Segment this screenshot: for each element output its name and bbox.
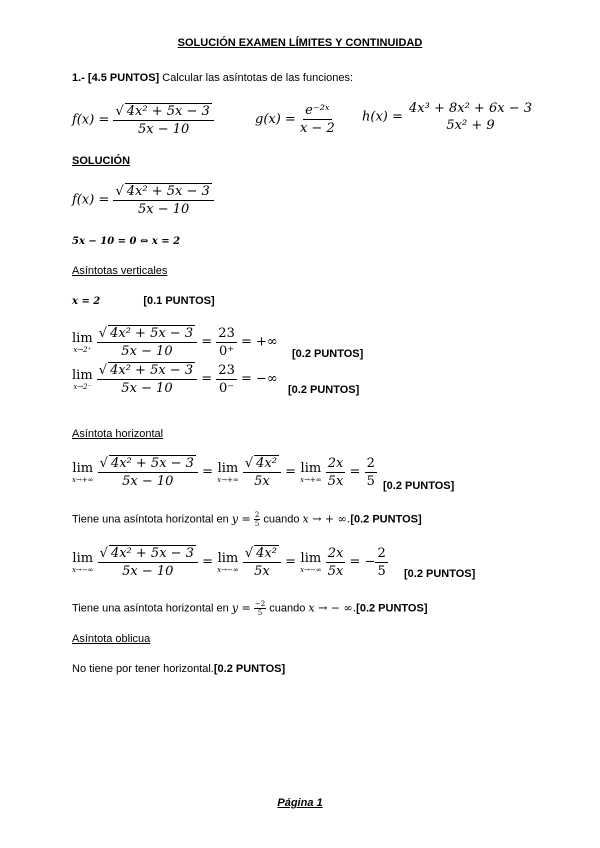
limit-result: = +∞ (240, 334, 278, 350)
equals-sign: = (201, 371, 213, 387)
limit-reduced-denominator: 5x (327, 563, 344, 579)
limit-numerator: 4x² + 5x − 3 (110, 363, 194, 378)
function-h-denominator: 5x² + 9 (446, 118, 495, 133)
function-g-definition (255, 103, 335, 136)
limit-mid-numerator: 4x² (256, 546, 277, 561)
limit-result: = −∞ (240, 371, 278, 387)
limit-mid-denominator: 5x (254, 474, 270, 489)
page-title: SOLUCIÓN EXAMEN LÍMITES Y CONTINUIDAD (177, 37, 423, 49)
statement-text: cuando (263, 513, 300, 526)
limit-value-numerator: 23 (218, 362, 235, 378)
sqrt-symbol: √ (99, 546, 108, 561)
equals-sign: = (285, 464, 296, 480)
statement-x: x → + ∞. (302, 512, 351, 526)
limit-reduced-numerator: 2x (327, 455, 344, 471)
limit-result-numerator: 2 (377, 545, 386, 561)
sqrt-symbol: √ (244, 546, 254, 561)
limit-minus-infinity-points: [0.2 PUNTOS] (404, 568, 476, 580)
lim-word: lim (72, 330, 93, 346)
limit-result-denominator: 5 (377, 563, 386, 579)
limit-subscript: x→+∞ (72, 475, 94, 484)
lim-word: lim (217, 550, 239, 566)
solution-heading: SOLUCIÓN (72, 155, 131, 167)
function-f-numerator: 4x² + 5x − 3 (126, 104, 210, 119)
statement-text: cuando (269, 602, 306, 615)
lim-word: lim (217, 460, 239, 476)
solution-f-definition (72, 183, 214, 217)
limit-numerator: 4x² + 5x − 3 (110, 456, 194, 471)
limit-left-2-points: [0.2 PUNTOS] (288, 384, 360, 396)
function-h-definition (362, 101, 534, 133)
negative-sign: − (364, 554, 376, 570)
statement-y-denominator: 5 (254, 520, 260, 528)
limit-subscript: x→−∞ (72, 565, 94, 574)
limit-denominator: 5x − 10 (122, 564, 174, 579)
sqrt-symbol: √ (115, 184, 124, 199)
function-f-denominator: 5x − 10 (137, 122, 190, 137)
lim-word: lim (72, 460, 94, 476)
sqrt-symbol: √ (99, 456, 108, 471)
lim-word: lim (72, 550, 94, 566)
statement-points: [0.2 PUNTOS] (356, 602, 428, 615)
lim-word: lim (300, 460, 322, 476)
limit-value-numerator: 23 (218, 325, 235, 341)
question-1 (72, 72, 353, 84)
function-h-numerator: 4x³ + 8x² + 6x − 3 (409, 101, 532, 116)
equals-sign: = (202, 464, 214, 480)
function-g-denominator: x − 2 (299, 121, 335, 136)
limit-minus-infinity (72, 545, 388, 579)
function-g-lhs: g(x) = (255, 112, 296, 127)
question-points: [4.5 PUNTOS] (87, 72, 160, 84)
horizontal-statement-positive (72, 511, 422, 528)
statement-x: x → − ∞. (308, 601, 357, 615)
limit-denominator: 5x − 10 (121, 344, 173, 359)
limit-numerator: 4x² + 5x − 3 (110, 326, 194, 341)
oblique-text: No tiene por tener horizontal. (72, 663, 214, 675)
limit-reduced-numerator: 2x (327, 545, 344, 561)
function-g-numerator: e⁻²ˣ (305, 103, 330, 118)
function-h-lhs: h(x) = (362, 109, 403, 125)
vertical-asymptote-value (72, 295, 215, 307)
oblique-points: [0.2 PUNTOS] (213, 663, 286, 675)
sqrt-symbol: √ (98, 363, 108, 378)
limit-left-2 (72, 362, 278, 396)
limit-plus-infinity (72, 455, 377, 489)
limit-result-numerator: 2 (366, 455, 375, 471)
sqrt-symbol: √ (98, 326, 108, 341)
limit-numerator: 4x² + 5x − 3 (110, 546, 194, 561)
limit-denominator: 5x − 10 (121, 381, 173, 396)
function-f-definition (72, 103, 214, 137)
lim-word: lim (300, 550, 322, 566)
function-f-lhs: f(x) = (72, 112, 110, 128)
limit-subscript: x→2⁻ (73, 382, 92, 391)
statement-text: Tiene una asíntota horizontal en (72, 513, 229, 526)
limit-plus-infinity-points: [0.2 PUNTOS] (383, 480, 455, 492)
question-prompt: Calcular las asíntotas de las funciones: (162, 72, 354, 84)
limit-reduced-denominator: 5x (327, 473, 344, 489)
equals-sign: = (201, 334, 213, 350)
vertical-x-points: [0.1 PUNTOS] (143, 295, 215, 307)
statement-text: Tiene una asíntota horizontal en (72, 602, 229, 615)
vertical-asymptotes-heading: Asíntotas verticales (72, 265, 168, 277)
sqrt-symbol: √ (244, 456, 254, 471)
limit-subscript: x→−∞ (300, 565, 322, 574)
limit-subscript: x→2⁺ (73, 345, 92, 354)
limit-mid-numerator: 4x² (256, 456, 277, 471)
denominator-equation: 5x − 10 = 0 ⇔ x = 2 (72, 236, 181, 247)
lim-word: lim (72, 367, 93, 383)
limit-right-2 (72, 325, 278, 359)
statement-y: y = (231, 601, 251, 615)
oblique-statement (72, 663, 285, 675)
statement-y: y = (231, 512, 251, 526)
equals-sign: = (349, 464, 361, 480)
limit-result-denominator: 5 (366, 473, 375, 489)
limit-mid-denominator: 5x (254, 564, 270, 579)
limit-subscript: x→+∞ (217, 475, 239, 484)
limit-value-denominator: 0⁻ (219, 380, 235, 396)
equals-sign: = (202, 554, 214, 570)
statement-y-numerator: 2 (254, 511, 260, 519)
horizontal-asymptote-heading: Asíntota horizontal (72, 428, 164, 440)
horizontal-statement-negative (72, 600, 427, 617)
page-number: Página 1 (277, 797, 323, 809)
equals-sign: = (349, 554, 361, 570)
equals-sign: = (285, 554, 296, 570)
oblique-asymptote-heading: Asíntota oblicua (72, 633, 151, 645)
limit-denominator: 5x − 10 (122, 474, 174, 489)
sqrt-symbol: √ (115, 104, 124, 119)
statement-y-numerator: −2 (254, 600, 266, 608)
question-number: 1.- (72, 72, 85, 84)
limit-subscript: x→−∞ (217, 565, 239, 574)
statement-y-denominator: 5 (257, 609, 263, 617)
solution-f-numerator: 4x² + 5x − 3 (126, 184, 210, 199)
solution-f-denominator: 5x − 10 (137, 202, 190, 217)
limit-value-denominator: 0⁺ (219, 343, 235, 359)
vertical-x-value: x = 2 (72, 296, 101, 307)
solution-f-lhs: f(x) = (72, 192, 110, 208)
statement-points: [0.2 PUNTOS] (350, 513, 422, 526)
limit-subscript: x→+∞ (300, 475, 322, 484)
limit-right-2-points: [0.2 PUNTOS] (292, 348, 364, 360)
